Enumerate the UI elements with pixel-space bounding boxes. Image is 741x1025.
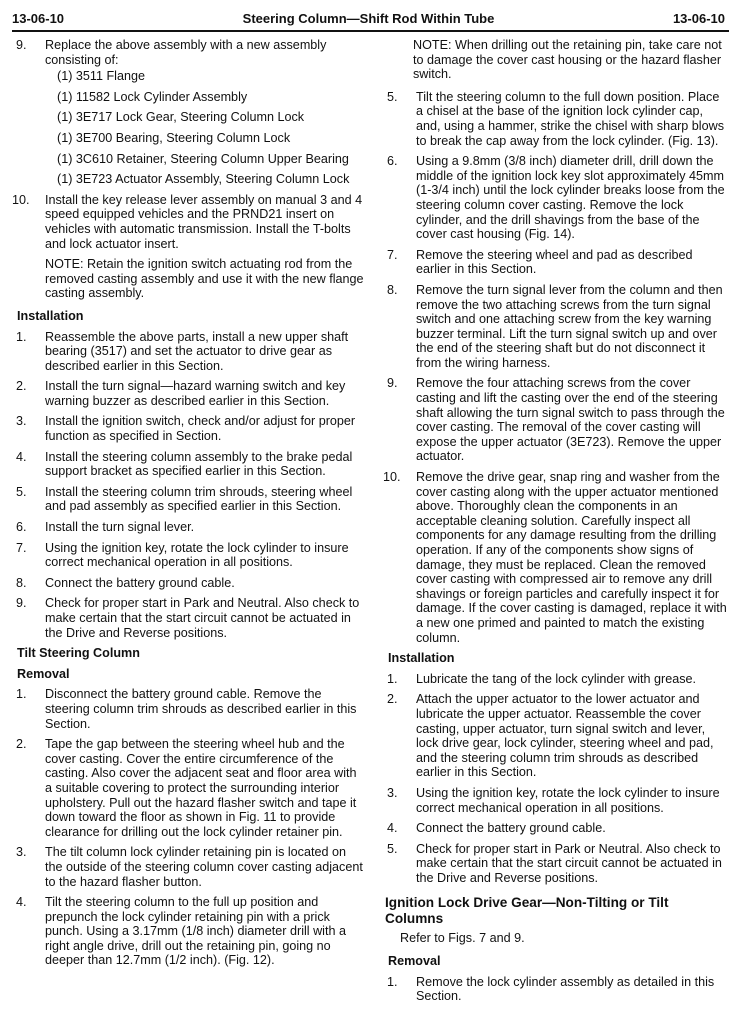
step-number: 1.: [16, 329, 27, 344]
parts-list: [45, 69, 364, 187]
section-heading-installation: Installation: [17, 308, 84, 323]
section-heading-ignition-lock-drive-gear: Ignition Lock Drive Gear—Non-Tilting or Tilt Columns: [385, 895, 669, 927]
step-number: 4.: [16, 449, 27, 464]
section-heading-removal: Removal: [17, 666, 70, 681]
step-text: Remove the turn signal lever from the column and then remove the two attaching screws from the turn signal switch and one attaching screw from the key warning buzzer terminal. Lift the turn signal switch up and over the end of the steering shaft but do not disconnect it from the wiring harness.: [416, 282, 723, 370]
step-text: Attach the upper actuator to the lower actuator and lubricate the upper actuator. Reassemble the cover casting, upper actuator, turn signal switch and lever, lock drive gear, lock cylinder, steering wheel and pad, and the steering column trim shrouds as described earlier in this Section.: [416, 692, 714, 780]
installation-list: [12, 330, 364, 641]
step-number: 1.: [16, 687, 27, 702]
step-number: 10.: [12, 192, 30, 207]
step-item: [12, 895, 364, 968]
step-item: [383, 283, 729, 371]
step-item: [383, 842, 729, 886]
step-text: Install the turn signal—hazard warning switch and key warning buzzer as described earlier in this Section.: [45, 379, 346, 408]
part-item: (1) 3C610 Retainer, Steering Column Upper Bearing: [57, 151, 349, 166]
step-text: Reassemble the above parts, install a new upper shaft bearing (3517) and set the actuator to drive gear as described earlier in this Section.: [45, 329, 349, 373]
step-item: [12, 330, 364, 374]
step-number: 1.: [387, 974, 398, 989]
removal-list: [383, 975, 729, 1004]
step-text: Remove the four attaching screws from the cover casting and lift the casting over the end of the steering shaft allowing the turn signal switch to pass through the cover casting. The removal of the cover casting will expose the upper actuator (3E723). Remove the upper actuator.: [416, 376, 725, 464]
step-item: [383, 376, 729, 464]
header-rule: [12, 30, 729, 32]
step-item: [383, 154, 729, 242]
step-item: [12, 450, 364, 479]
step-text: Remove the drive gear, snap ring and washer from the cover casting along with the upper actuator mentioned above. Thoroughly clean the components in an acceptable cleaning solution. Carefully inspect all components for any damage resulting from the drilling operation. If any of the components show signs of damage, they must be replaced. Clean the removed cover casting with compressed air to remove any drill shavings or foreign particles and carefully inspect it for damage. If the cover casting is damaged, replace it with a new one primed and painted to match the existing column.: [416, 470, 727, 645]
step-number: 6.: [387, 154, 398, 169]
step-item: [12, 596, 364, 640]
step-number: 2.: [387, 692, 398, 707]
step-item: [12, 845, 364, 889]
step-number: 1.: [387, 671, 398, 686]
part-item: (1) 11582 Lock Cylinder Assembly: [57, 89, 248, 104]
step-item: [12, 379, 364, 408]
step-number: 3.: [387, 785, 398, 800]
page-header: [12, 8, 725, 28]
removal-list: [12, 687, 364, 968]
removal-list-continued: [383, 90, 729, 645]
step-text: Check for proper start in Park and Neutral. Also check to make certain that the start circuit cannot be actuated in the Drive and Reverse positions.: [45, 596, 360, 640]
step-item: [383, 692, 729, 780]
step-text: Tape the gap between the steering wheel hub and the cover casting. Cover the entire circumference of the casting. Also cover the adjacent seat and floor area with a suitable covering to protect the surrounding interior upholstery. Pull out the hazard flasher switch and tape it down toward the floor as shown in Fig. 11 to provide clearance for drilling out the lock cylinder retainer pin.: [45, 737, 357, 839]
step-text: Check for proper start in Park or Neutral. Also check to make certain that the start circuit cannot be actuated in the Drive and Reverse positions.: [416, 841, 722, 885]
step-number: 5.: [16, 484, 27, 499]
step-text: Remove the lock cylinder assembly as detailed in this Section.: [416, 974, 715, 1004]
step-text: Lubricate the tang of the lock cylinder with grease.: [416, 671, 697, 686]
step-number: 10.: [383, 470, 401, 485]
note-text: NOTE: Retain the ignition switch actuating rod from the removed casting assembly and use it with the new flange casting assembly.: [45, 257, 364, 301]
section-heading-tilt-steering-column: Tilt Steering Column: [17, 646, 140, 661]
step-text: Connect the battery ground cable.: [45, 575, 235, 590]
step-item: [383, 90, 729, 148]
part-item: (1) 3511 Flange: [57, 69, 145, 84]
step-text: Using the ignition key, rotate the lock cylinder to insure correct mechanical operation in all positions.: [416, 785, 720, 815]
step-number: 9.: [387, 376, 398, 391]
page-number-left: 13-06-10: [12, 11, 65, 26]
step-number: 5.: [387, 841, 398, 856]
right-column: [383, 38, 729, 1010]
step-number: 3.: [16, 414, 27, 429]
section-heading-removal: Removal: [388, 954, 441, 969]
left-column: [12, 38, 364, 974]
step-text: Using a 9.8mm (3/8 inch) diameter drill, drill down the middle of the ignition lock key slot approximately 45mm (1-3/4 inch) until the lock cylinder breaks loose from the steering column cover casting. Remove the lock cylinder, and the drill shavings from the base of the cover cast housing (Fig. 14).: [416, 154, 725, 242]
step-number: 7.: [16, 540, 27, 555]
step-number: 8.: [16, 575, 27, 590]
step-number: 2.: [16, 737, 27, 752]
step-item: [383, 975, 729, 1004]
step-number: 6.: [16, 520, 27, 535]
step-text: Using the ignition key, rotate the lock cylinder to insure correct mechanical operation in all positions.: [45, 540, 349, 570]
step-item: [12, 541, 364, 570]
step-item: [383, 821, 729, 836]
step-text: Install the key release lever assembly on manual 3 and 4 speed equipped vehicles and the PRND21 insert on vehicles with automatic transmission. Install the T-bolts and lock actuator insert.: [45, 192, 363, 251]
step-text: The tilt column lock cylinder retaining pin is located on the outside of the steering column cover casting adjacent to the hazard flasher button.: [45, 845, 363, 889]
step-number: 4.: [387, 821, 398, 836]
part-item: (1) 3E700 Bearing, Steering Column Lock: [57, 130, 291, 145]
step-item: [12, 520, 364, 535]
step-number: 7.: [387, 247, 398, 262]
step-text: Install the steering column assembly to the brake pedal support bracket as specified earlier in this Section.: [45, 449, 353, 479]
step-number: 2.: [16, 379, 27, 394]
step-number: 4.: [16, 895, 27, 910]
step-text: Replace the above assembly with a new assembly consisting of:: [45, 38, 327, 67]
refer-text: Refer to Figs. 7 and 9.: [400, 931, 525, 946]
step-text: Install the steering column trim shrouds, steering wheel and pad assembly as specified earlier in this Section.: [45, 484, 353, 514]
step-number: 5.: [387, 89, 398, 104]
step-text: Tilt the steering column to the full down position. Place a chisel at the base of the ignition lock cylinder cap, and, using a hammer, strike the chisel with sharp blows to break the cap away from the lock cylinder. (Fig. 13).: [416, 89, 724, 148]
step-text: Tilt the steering column to the full up position and prepunch the lock cylinder retaining pin with a prick punch. Using a 3.17mm (1/8 inch) diameter drill with a right angle drive, drill out the retaining pin, going no deeper than 12.7mm (1/2 inch). (Fig. 12).: [45, 895, 346, 968]
step-text: Connect the battery ground cable.: [416, 821, 606, 836]
part-item: (1) 3E717 Lock Gear, Steering Column Lock: [57, 110, 305, 125]
step-item: [383, 470, 729, 645]
page-title: Steering Column—Shift Rod Within Tube: [242, 11, 495, 26]
step-item: [383, 248, 729, 277]
note-text: NOTE: When drilling out the retaining pin, take care not to damage the cover cast housing or the hazard flasher switch.: [413, 38, 722, 82]
step-item: [12, 38, 364, 187]
step-item: [383, 672, 729, 687]
page-number-right: 13-06-10: [672, 11, 725, 26]
step-number: 9.: [16, 596, 27, 611]
section-heading-installation: Installation: [388, 651, 455, 666]
step-item: [12, 687, 364, 731]
step-item: [12, 485, 364, 514]
step-number: 8.: [387, 282, 398, 297]
step-item: [12, 193, 364, 251]
step-item: [12, 737, 364, 839]
step-item: [383, 786, 729, 815]
installation-list: [383, 672, 729, 886]
step-number: 3.: [16, 845, 27, 860]
part-item: (1) 3E723 Actuator Assembly, Steering Column Lock: [57, 172, 350, 187]
step-text: Install the turn signal lever.: [45, 520, 195, 535]
step-text: Disconnect the battery ground cable. Remove the steering column trim shrouds as described earlier in this Section.: [45, 687, 357, 731]
step-text: Remove the steering wheel and pad as described earlier in this Section.: [416, 247, 693, 277]
step-item: [12, 414, 364, 443]
step-item: [12, 576, 364, 591]
step-number: 9.: [16, 38, 27, 52]
step-text: Install the ignition switch, check and/or adjust for proper function as specified in Section.: [45, 414, 356, 444]
